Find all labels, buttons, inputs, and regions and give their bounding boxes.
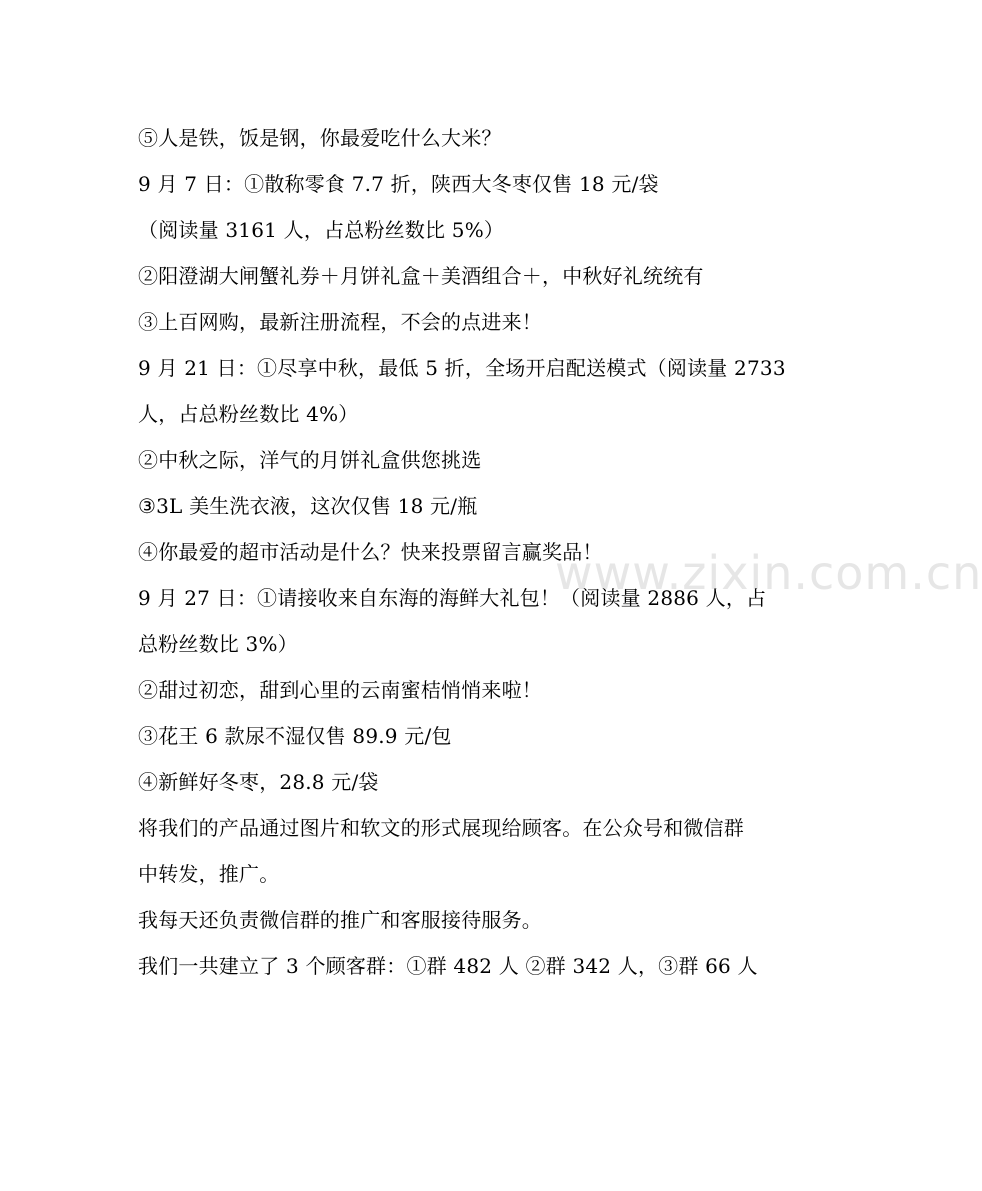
text-line-9: ③3L 美生洗衣液，这次仅售 18 元/瓶 — [138, 494, 478, 518]
text-line-12: 总粉丝数比 3%） — [138, 632, 298, 656]
text-line-19: 我们一共建立了 3 个顾客群：①群 482 人 ②群 342 人，③群 66 人 — [138, 954, 758, 978]
text-line-6: 9 月 21 日：①尽享中秋，最低 5 折，全场开启配送模式（阅读量 2733 — [138, 356, 786, 380]
watermark: www.zixin.com.cn — [555, 546, 982, 600]
text-line-4: ②阳澄湖大闸蟹礼券＋月饼礼盒＋美酒组合＋，中秋好礼统统有 — [138, 264, 704, 288]
document-body — [138, 115, 788, 989]
text-line-11: 9 月 27 日：①请接收来自东海的海鲜大礼包！（阅读量 2886 人，占 — [138, 586, 767, 610]
text-line-17: 中转发，推广。 — [138, 862, 280, 886]
text-line-14: ③花王 6 款尿不湿仅售 89.9 元/包 — [138, 724, 452, 748]
text-line-16: 将我们的产品通过图片和软文的形式展现给顾客。在公众号和微信群 — [138, 816, 744, 840]
text-line-3: （阅读量 3161 人，占总粉丝数比 5%） — [138, 218, 505, 242]
text-line-13: ②甜过初恋，甜到心里的云南蜜桔悄悄来啦！ — [138, 678, 542, 702]
text-line-7: 人，占总粉丝数比 4%） — [138, 402, 359, 426]
text-line-8: ②中秋之际，洋气的月饼礼盒供您挑选 — [138, 448, 482, 472]
text-line-10: ④你最爱的超市活动是什么？快来投票留言赢奖品！ — [138, 540, 603, 564]
text-line-1: ⑤人是铁，饭是钢，你最爱吃什么大米？ — [138, 126, 502, 150]
text-line-2: 9 月 7 日：①散称零食 7.7 折，陕西大冬枣仅售 18 元/袋 — [138, 172, 659, 196]
text-line-18: 我每天还负责微信群的推广和客服接待服务。 — [138, 908, 542, 932]
text-line-15: ④新鲜好冬枣，28.8 元/袋 — [138, 770, 379, 794]
text-line-5: ③上百网购，最新注册流程，不会的点进来！ — [138, 310, 542, 334]
